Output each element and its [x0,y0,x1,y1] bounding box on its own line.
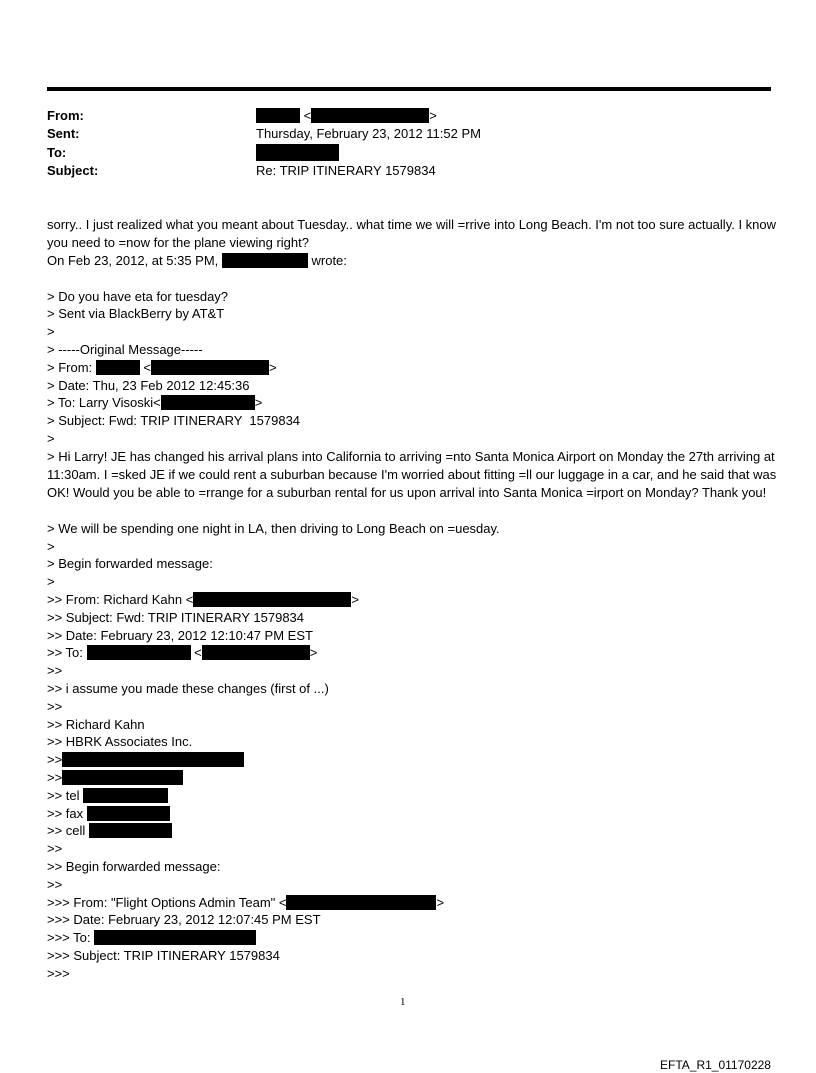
sent-value: Thursday, February 23, 2012 11:52 PM [256,126,481,141]
quoted-line: >> [47,841,63,857]
quoted-line: >> Begin forwarded message: [47,858,221,874]
quoted-line: >> Richard Kahn [47,716,145,732]
page-number: 1 [400,996,406,1008]
quoted-line: >>> Subject: TRIP ITINERARY 1579834 [47,947,280,963]
quoted-line: > [47,574,55,590]
subject-label: Subject: [47,163,99,178]
redaction [83,788,168,803]
redaction [202,645,310,660]
quoted-tel: >> tel [47,787,777,805]
quoted-address: >> [47,751,777,769]
redaction [87,806,170,821]
quoted-line: > [47,430,55,446]
quoted-line: >> [47,698,63,714]
quoted-to: > To: Larry Visoski< > [47,395,263,411]
to-label: To: [47,145,67,160]
header-rule [47,87,771,91]
from-value: < > [256,108,437,123]
from-label: From: [47,108,84,123]
quoted-line: >>> [47,965,70,981]
redaction [222,253,308,268]
redaction [151,360,269,375]
message-body [47,216,777,982]
quoted-line: >> Subject: Fwd: TRIP ITINERARY 1579834 [47,609,305,625]
quoted-line: >> [47,876,63,892]
quoted-cell: >> cell [47,822,777,840]
redaction [62,770,183,785]
redaction [87,645,191,660]
quoted-paragraph: > Hi Larry! JE has changed his arrival plans into California to arriving =nto Santa Monica Airport on Monday the 27th arriving at 11:30am. I =sked JE if we could rent a suburban because I'm worried about fitting =ll our luggage in a car, and he said that was OK! Would you be able to =rrange for a suburban rental for us upon arrival into Santa Monica =irport on Monday? Thank you! [47,448,777,500]
redaction [311,108,429,123]
quoted-line: > [47,324,55,340]
quoted-from: >> From: Richard Kahn < > [47,591,359,607]
quoted-address: >> [47,769,777,787]
quoted-from: >>> From: "Flight Options Admin Team" < > [47,894,445,910]
sent-label: Sent: [47,126,80,141]
quoted-line: > -----Original Message----- [47,341,203,357]
quoted-line: > [47,538,55,554]
redaction [96,360,140,375]
quoted-line: >> i assume you made these changes (first of ...) [47,680,329,696]
quoted-to: >>> To: [47,929,777,947]
quoted-line: > Sent via BlackBerry by AT&T [47,306,225,322]
quoted-from: > From: < > [47,359,277,375]
quoted-line: >> HBRK Associates Inc. [47,734,193,750]
quoted-line: >> [47,663,63,679]
redaction [161,395,255,410]
redaction [62,752,244,767]
document-id: EFTA_R1_01170228 [660,1058,771,1072]
redaction [256,108,300,123]
quoted-to: >> To: < > [47,645,318,661]
redaction [94,930,256,945]
redaction [89,823,172,838]
subject-value: Re: TRIP ITINERARY 1579834 [256,163,436,178]
quoted-line: > Begin forwarded message: [47,556,213,572]
quoted-line: > Date: Thu, 23 Feb 2012 12:45:36 [47,377,250,393]
quote-intro: On Feb 23, 2012, at 5:35 PM, wrote: [47,253,347,268]
quoted-line: > We will be spending one night in LA, then driving to Long Beach on =uesday. [47,520,500,536]
reply-text: sorry.. I just realized what you meant about Tuesday.. what time we will =rrive into Long Beach. I'm not too sure actually. I know you need to =now for the plane viewing right? [47,217,777,250]
redaction [193,592,351,607]
quoted-line: >>> Date: February 23, 2012 12:07:45 PM EST [47,912,321,928]
quoted-line: > Subject: Fwd: TRIP ITINERARY 1579834 [47,413,301,429]
redaction [256,144,339,161]
redaction [286,895,436,910]
quoted-line: >> Date: February 23, 2012 12:10:47 PM EST [47,627,313,643]
quoted-line: > Do you have eta for tuesday? [47,288,229,304]
quoted-fax: >> fax [47,805,777,823]
